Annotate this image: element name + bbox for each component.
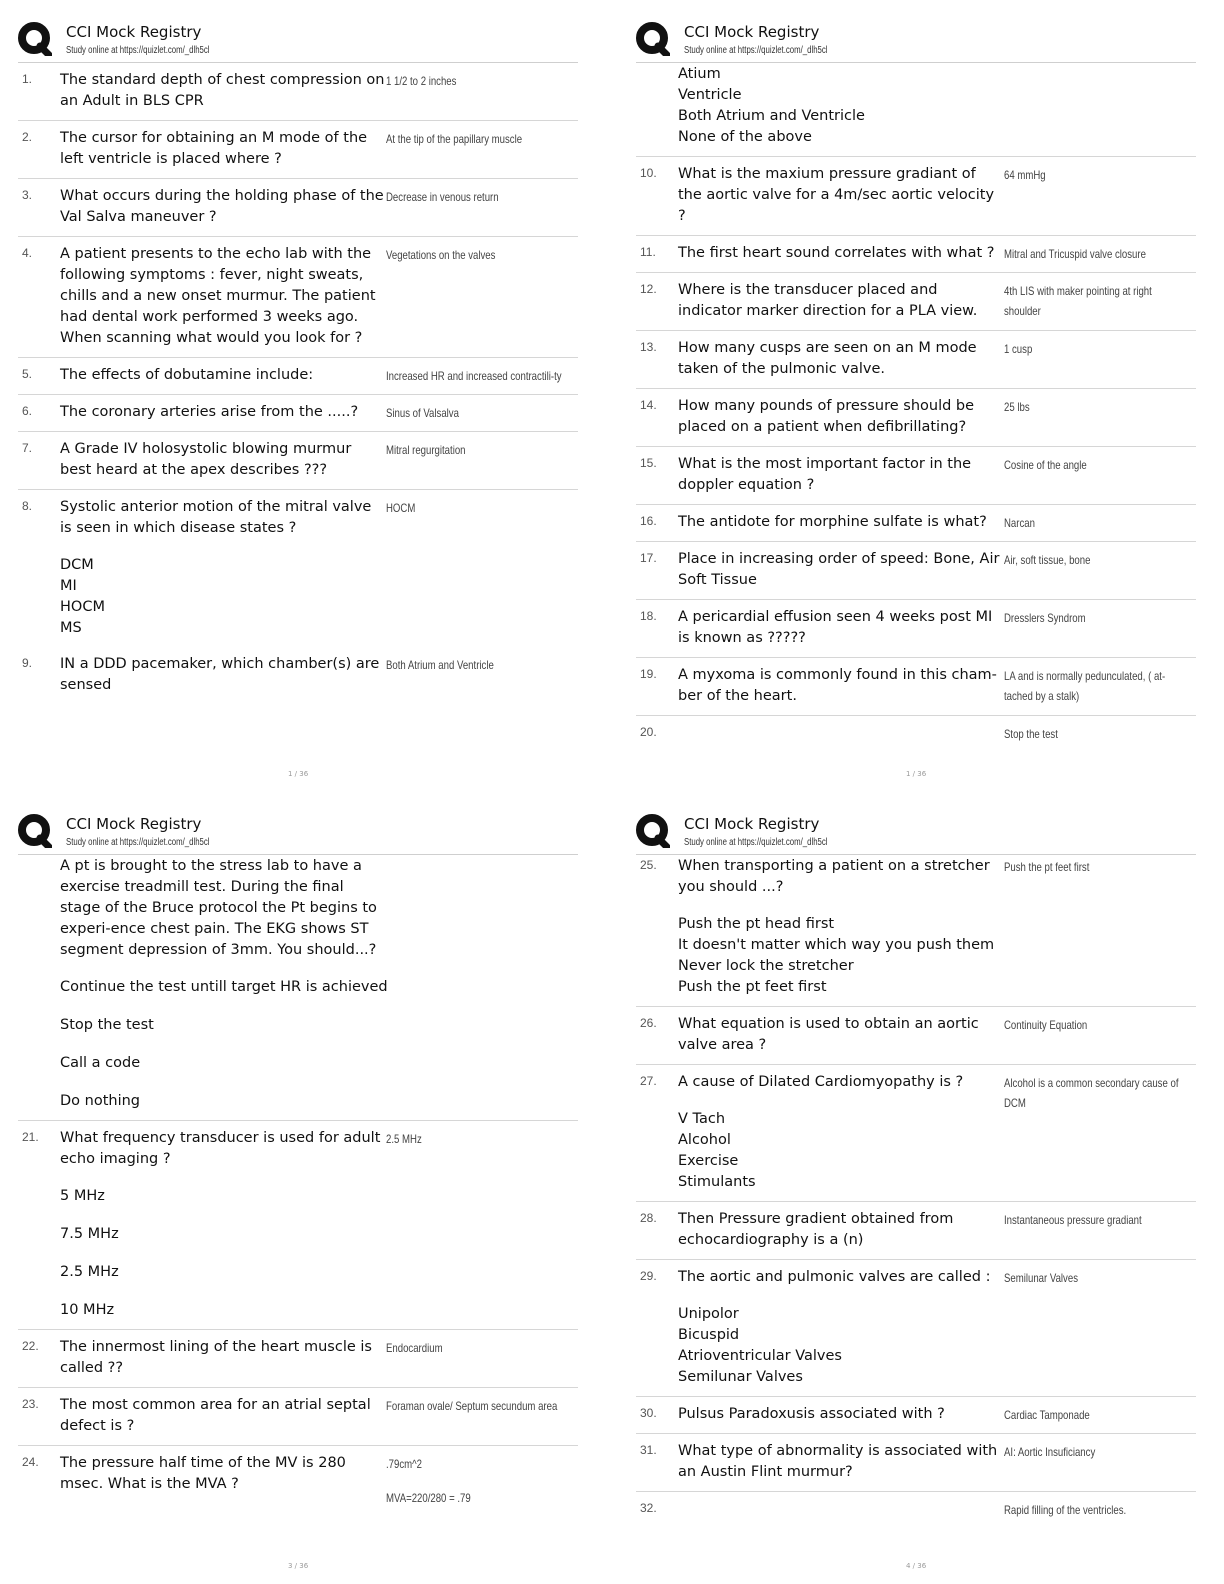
header-title: CCI Mock Registry bbox=[66, 23, 202, 41]
question-row bbox=[636, 504, 1196, 541]
question-block bbox=[678, 1072, 1004, 1193]
answer-text: Both Atrium and Ventricle bbox=[386, 658, 494, 672]
answer-text: HOCM bbox=[386, 501, 416, 515]
header-subtitle: Study online at https://quizlet.com/_dlh5cl bbox=[684, 837, 828, 848]
page-header bbox=[636, 18, 1196, 62]
answer-text: Endocardium bbox=[386, 1341, 443, 1355]
option-item: Semilunar Valves bbox=[678, 1369, 803, 1385]
question-list bbox=[636, 854, 1196, 1528]
option-item: Do nothing bbox=[60, 1093, 141, 1109]
answer-text: Decrease in venous return bbox=[386, 190, 499, 204]
answer-text: Cosine of the angle bbox=[1004, 458, 1087, 472]
answer-text: 25 lbs bbox=[1004, 400, 1030, 414]
option-item: None of the above bbox=[678, 129, 812, 145]
question-row bbox=[636, 1433, 1196, 1491]
question-row bbox=[636, 330, 1196, 388]
answer-text: At the tip of the papillary muscle bbox=[386, 132, 523, 146]
question-number: 26. bbox=[640, 1016, 657, 1030]
question-text: A pt is brought to the stress lab to have a exercise treadmill test. During the final stage of the Bruce protocol the Pt begins to experi-ence chest pain. The EKG shows ST segment depression of 3mm. You should...? bbox=[60, 858, 377, 958]
header-title: CCI Mock Registry bbox=[66, 815, 202, 833]
answer-text: Mitral and Tricuspid valve closure bbox=[1004, 247, 1146, 261]
option-item: Both Atrium and Ventricle bbox=[678, 108, 865, 124]
question-row bbox=[636, 599, 1196, 657]
question-number: 21. bbox=[22, 1130, 39, 1144]
option-list bbox=[60, 977, 386, 1112]
question-block bbox=[60, 497, 386, 639]
answer-text: Mitral regurgitation bbox=[386, 443, 466, 457]
page-number: 1 / 36 bbox=[906, 770, 927, 778]
question-number: 4. bbox=[22, 246, 33, 260]
answer-text: Instantaneous pressure gradiant bbox=[1004, 1213, 1142, 1227]
header-title: CCI Mock Registry bbox=[684, 815, 820, 833]
quizlet-logo-icon bbox=[636, 22, 670, 56]
question-row bbox=[18, 394, 578, 431]
question-text: How many pounds of pressure should be placed on a patient when defibrillating? bbox=[678, 398, 975, 435]
question-number: 29. bbox=[640, 1269, 657, 1283]
answer-text: Dresslers Syndrom bbox=[1004, 611, 1086, 625]
answer-text: Sinus of Valsalva bbox=[386, 406, 459, 420]
answer-text: 1 cusp bbox=[1004, 342, 1033, 356]
question-text: When transporting a patient on a stretcher you should ...? bbox=[678, 858, 990, 895]
option-item: Stimulants bbox=[678, 1174, 756, 1190]
question-text: A Grade IV holosystolic blowing murmur best heard at the apex describes ??? bbox=[60, 441, 352, 478]
question-row bbox=[18, 120, 578, 178]
question-number: 5. bbox=[22, 367, 33, 381]
question-row bbox=[18, 647, 578, 704]
answer-text: Foraman ovale/ Septum secundum area bbox=[386, 1399, 558, 1413]
continued-options bbox=[636, 62, 1196, 156]
option-item: 7.5 MHz bbox=[60, 1226, 119, 1242]
option-item: Never lock the stretcher bbox=[678, 958, 854, 974]
option-item: DCM bbox=[60, 557, 94, 573]
question-text: The innermost lining of the heart muscle is called ?? bbox=[60, 1339, 372, 1376]
question-row bbox=[636, 541, 1196, 599]
question-text: What frequency transducer is used for adult echo imaging ? bbox=[60, 1130, 381, 1167]
answer-text: Air, soft tissue, bone bbox=[1004, 553, 1091, 567]
question-number: 14. bbox=[640, 398, 657, 412]
question-row bbox=[18, 178, 578, 236]
question-number: 8. bbox=[22, 499, 33, 513]
question-list bbox=[636, 62, 1196, 752]
question-number: 18. bbox=[640, 609, 657, 623]
question-number: 9. bbox=[22, 656, 33, 670]
option-item: Alcohol bbox=[678, 1132, 731, 1148]
question-text: Then Pressure gradient obtained from echocardiography is a (n) bbox=[678, 1211, 954, 1248]
question-text: Place in increasing order of speed: Bone, Air Soft Tissue bbox=[678, 551, 1000, 588]
question-row bbox=[636, 854, 1196, 1006]
question-row bbox=[18, 1445, 578, 1516]
question-number: 12. bbox=[640, 282, 657, 296]
option-item: Unipolor bbox=[678, 1306, 739, 1322]
question-row bbox=[18, 1120, 578, 1329]
answer-text: Stop the test bbox=[1004, 727, 1058, 741]
question-row bbox=[636, 235, 1196, 272]
page-2 bbox=[636, 18, 1196, 778]
question-block bbox=[60, 1128, 386, 1321]
question-number: 27. bbox=[640, 1074, 657, 1088]
question-number: 19. bbox=[640, 667, 657, 681]
header-subtitle: Study online at https://quizlet.com/_dlh5cl bbox=[684, 45, 828, 56]
question-row bbox=[636, 388, 1196, 446]
option-item: V Tach bbox=[678, 1111, 726, 1127]
question-row bbox=[18, 1329, 578, 1387]
question-text: Systolic anterior motion of the mitral valve is seen in which disease states ? bbox=[60, 499, 372, 536]
answer-text: Increased HR and increased contractili-ty bbox=[386, 369, 562, 383]
answer-text: Push the pt feet first bbox=[1004, 860, 1090, 874]
option-item: It doesn't matter which way you push them bbox=[678, 937, 995, 953]
question-number: 2. bbox=[22, 130, 33, 144]
quizlet-logo-icon bbox=[636, 814, 670, 848]
option-item: Exercise bbox=[678, 1153, 739, 1169]
question-text: The effects of dobutamine include: bbox=[60, 367, 314, 383]
question-row bbox=[636, 1491, 1196, 1528]
question-text: A pericardial effusion seen 4 weeks post MI is known as ????? bbox=[678, 609, 993, 646]
option-item: MS bbox=[60, 620, 82, 636]
question-row bbox=[636, 272, 1196, 330]
option-item: MI bbox=[60, 578, 77, 594]
header-subtitle: Study online at https://quizlet.com/_dlh5cl bbox=[66, 45, 210, 56]
question-row bbox=[636, 156, 1196, 235]
question-text: The cursor for obtaining an M mode of the left ventricle is placed where ? bbox=[60, 130, 368, 167]
question-text: How many cusps are seen on an M mode taken of the pulmonic valve. bbox=[678, 340, 977, 377]
option-item: 5 MHz bbox=[60, 1188, 105, 1204]
page-number: 3 / 36 bbox=[288, 1562, 309, 1570]
question-number: 11. bbox=[640, 245, 656, 259]
question-row bbox=[636, 1201, 1196, 1259]
answer-calculation: MVA=220/280 = .79 bbox=[386, 1491, 471, 1505]
answer-text: Narcan bbox=[1004, 516, 1035, 530]
question-number: 3. bbox=[22, 188, 33, 202]
question-row bbox=[18, 1387, 578, 1445]
question-row bbox=[636, 1064, 1196, 1201]
question-number: 30. bbox=[640, 1406, 657, 1420]
option-item: Continue the test untill target HR is achieved bbox=[60, 979, 388, 995]
page-4 bbox=[636, 810, 1196, 1570]
option-list bbox=[678, 1304, 1004, 1388]
question-number: 13. bbox=[640, 340, 657, 354]
question-text: The pressure half time of the MV is 280 msec. What is the MVA ? bbox=[60, 1455, 346, 1492]
option-item: Call a code bbox=[60, 1055, 141, 1071]
quizlet-logo-icon bbox=[18, 814, 52, 848]
page-1 bbox=[18, 18, 578, 778]
answer-text: LA and is normally pedunculated, ( at-tached by a stalk) bbox=[1004, 669, 1166, 703]
question-text: The antidote for morphine sulfate is what? bbox=[678, 514, 987, 530]
option-list bbox=[60, 555, 386, 639]
answer-text: AI: Aortic Insuficiancy bbox=[1004, 1445, 1096, 1459]
option-item: 10 MHz bbox=[60, 1302, 115, 1318]
question-text: The standard depth of chest compression on an Adult in BLS CPR bbox=[60, 72, 385, 109]
question-list bbox=[18, 62, 578, 704]
question-row bbox=[18, 431, 578, 489]
question-number: 32. bbox=[640, 1501, 657, 1515]
question-number: 1. bbox=[22, 72, 33, 86]
question-text: The most common area for an atrial septal defect is ? bbox=[60, 1397, 371, 1434]
option-list bbox=[60, 1186, 386, 1321]
question-row bbox=[636, 1396, 1196, 1433]
question-number: 22. bbox=[22, 1339, 39, 1353]
question-row bbox=[18, 357, 578, 394]
question-number: 31. bbox=[640, 1443, 657, 1457]
page-header bbox=[636, 810, 1196, 854]
question-list bbox=[18, 854, 578, 1516]
option-item: Atrioventricular Valves bbox=[678, 1348, 842, 1364]
option-item: Push the pt head first bbox=[678, 916, 835, 932]
question-text: What type of abnormality is associated with an Austin Flint murmur? bbox=[678, 1443, 998, 1480]
answer-text: 4th LIS with maker pointing at right shoulder bbox=[1004, 284, 1152, 318]
quizlet-logo-icon bbox=[18, 22, 52, 56]
question-text: The first heart sound correlates with what ? bbox=[678, 245, 995, 261]
page-number: 1 / 36 bbox=[288, 770, 309, 778]
answer-text: Continuity Equation bbox=[1004, 1018, 1088, 1032]
question-number: 20. bbox=[640, 725, 657, 739]
question-number: 16. bbox=[640, 514, 657, 528]
question-text: What is the most important factor in the doppler equation ? bbox=[678, 456, 972, 493]
question-text: The coronary arteries arise from the .....? bbox=[60, 404, 359, 420]
option-item: Bicuspid bbox=[678, 1327, 740, 1343]
question-text bbox=[678, 723, 1004, 744]
question-text: Where is the transducer placed and indicator marker direction for a PLA view. bbox=[678, 282, 978, 319]
option-item: HOCM bbox=[60, 599, 105, 615]
answer-text: Alcohol is a common secondary cause of DCM bbox=[1004, 1076, 1179, 1110]
question-number: 6. bbox=[22, 404, 33, 418]
question-row bbox=[18, 236, 578, 357]
question-text: What occurs during the holding phase of the Val Salva maneuver ? bbox=[60, 188, 384, 225]
question-text: The aortic and pulmonic valves are called : bbox=[678, 1269, 991, 1285]
question-text: A patient presents to the echo lab with the following symptoms : fever, night sweats, chills and a new onset murmur. The patient had dental work performed 3 weeks ago. When scanning what would you look for ? bbox=[60, 246, 376, 346]
answer-text: 2.5 MHz bbox=[386, 1132, 422, 1146]
question-number: 28. bbox=[640, 1211, 657, 1225]
answer-text: Rapid filling of the ventricles. bbox=[1004, 1503, 1127, 1517]
option-list bbox=[678, 1109, 1004, 1193]
option-item: Push the pt feet first bbox=[678, 979, 827, 995]
question-text: Pulsus Paradoxusis associated with ? bbox=[678, 1406, 945, 1422]
header-title: CCI Mock Registry bbox=[684, 23, 820, 41]
question-text: IN a DDD pacemaker, which chamber(s) are sensed bbox=[60, 656, 380, 693]
answer-text: Cardiac Tamponade bbox=[1004, 1408, 1090, 1422]
option-item: Stop the test bbox=[60, 1017, 154, 1033]
question-text: What equation is used to obtain an aortic valve area ? bbox=[678, 1016, 979, 1053]
option-item: Ventricle bbox=[678, 87, 742, 103]
question-text: A cause of Dilated Cardiomyopathy is ? bbox=[678, 1074, 964, 1090]
option-item: 2.5 MHz bbox=[60, 1264, 119, 1280]
question-row bbox=[636, 657, 1196, 715]
question-row bbox=[636, 1259, 1196, 1396]
answer-text: 1 1/2 to 2 inches bbox=[386, 74, 457, 88]
question-number: 7. bbox=[22, 441, 33, 455]
page-header bbox=[18, 18, 578, 62]
answer-text: .79cm^2 bbox=[386, 1457, 422, 1471]
question-block bbox=[678, 856, 1004, 998]
question-number: 10. bbox=[640, 166, 657, 180]
question-number: 15. bbox=[640, 456, 657, 470]
question-number: 25. bbox=[640, 858, 657, 872]
answer-text: Vegetations on the valves bbox=[386, 248, 496, 262]
question-row bbox=[636, 1006, 1196, 1064]
question-row bbox=[18, 62, 578, 120]
header-subtitle: Study online at https://quizlet.com/_dlh5cl bbox=[66, 837, 210, 848]
question-text: A myxoma is commonly found in this cham-ber of the heart. bbox=[678, 667, 997, 704]
answer-text: Semilunar Valves bbox=[1004, 1271, 1078, 1285]
question-text: What is the maxium pressure gradiant of the aortic valve for a 4m/sec aortic velocity ? bbox=[678, 166, 995, 224]
page-header bbox=[18, 810, 578, 854]
answer-text: 64 mmHg bbox=[1004, 168, 1046, 182]
continued-question bbox=[18, 854, 578, 1120]
page-number: 4 / 36 bbox=[906, 1562, 927, 1570]
question-number: 23. bbox=[22, 1397, 39, 1411]
question-text bbox=[678, 1499, 1004, 1520]
question-row bbox=[636, 715, 1196, 752]
option-list bbox=[678, 914, 1004, 998]
question-row bbox=[18, 489, 578, 647]
question-number: 24. bbox=[22, 1455, 39, 1469]
question-number: 17. bbox=[640, 551, 657, 565]
question-row bbox=[636, 446, 1196, 504]
question-block bbox=[678, 1267, 1004, 1388]
option-item: Atium bbox=[678, 66, 721, 82]
page-3 bbox=[18, 810, 578, 1570]
